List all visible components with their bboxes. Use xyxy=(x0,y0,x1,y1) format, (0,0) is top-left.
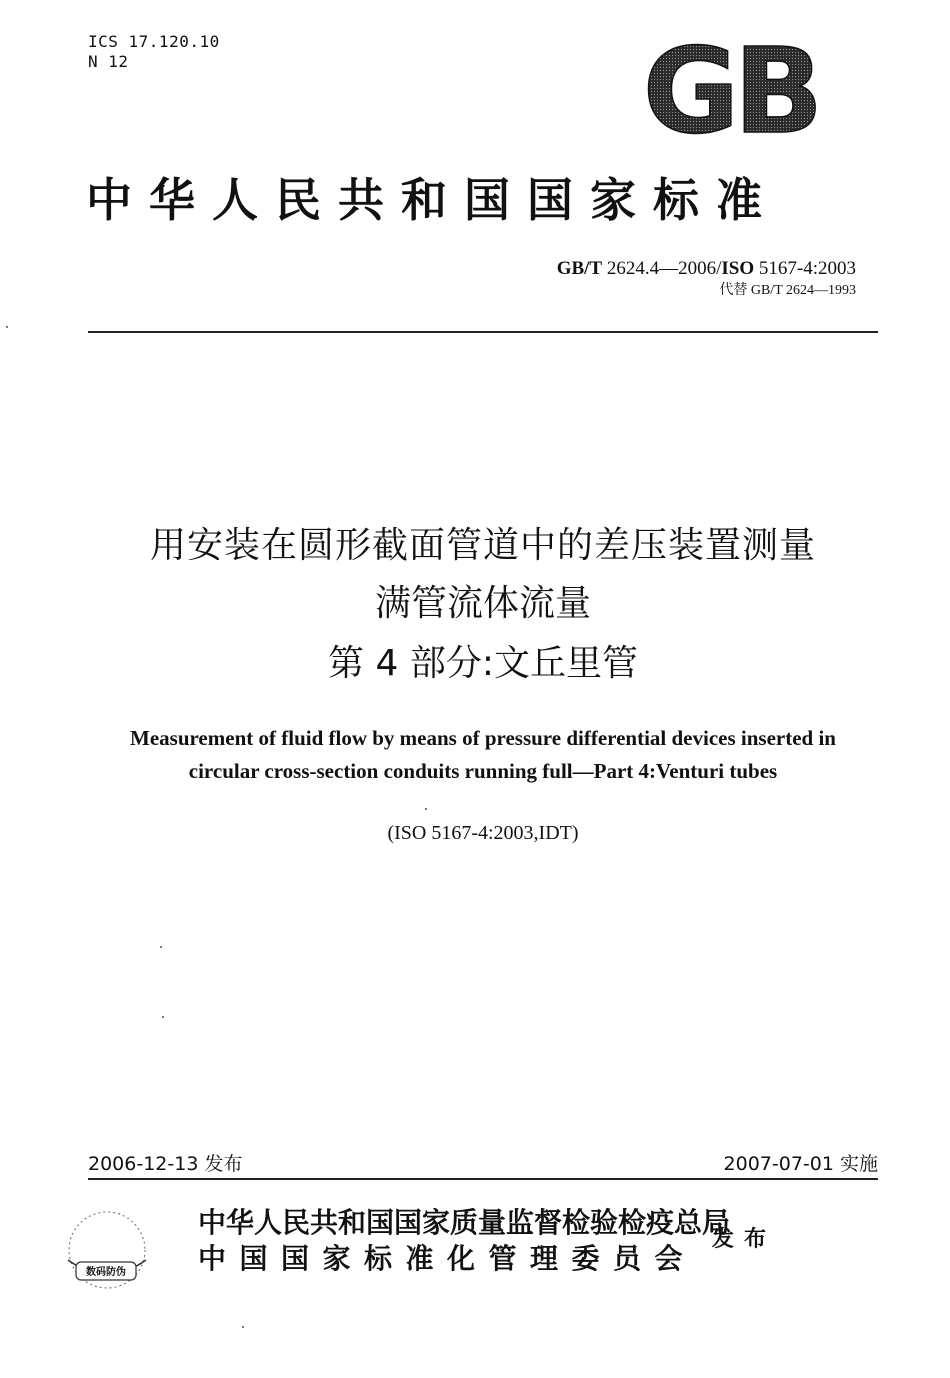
scan-speck xyxy=(425,808,427,810)
implementation-date: 2007-07-01 实施 xyxy=(723,1153,878,1175)
issue-date: 2006-12-13 发布 xyxy=(88,1153,243,1175)
svg-text:数码防伪: 数码防伪 xyxy=(86,1267,126,1278)
scan-speck xyxy=(242,1326,244,1328)
replaces-note: 代替 GB/T 2624—1993 xyxy=(719,283,856,298)
ccs-code: N 12 xyxy=(88,52,129,71)
standard-number-suffix: 5167-4:2003 xyxy=(754,258,856,279)
title-en-line1: Measurement of fluid flow by means of pressure differential devices inserted in xyxy=(130,726,836,750)
adoption-note: (ISO 5167-4:2003,IDT) xyxy=(387,822,579,844)
standard-number xyxy=(557,258,856,280)
standard-number-prefix: GB/T xyxy=(556,258,603,279)
issuer-aqsiq: 中华人民共和国国家质量监督检验检疫总局 xyxy=(198,1206,731,1239)
ics-code: ICS 17.120.10 xyxy=(88,32,220,51)
national-standard-title: 中华人民共和国国家标准 xyxy=(86,173,779,227)
scan-speck xyxy=(160,946,162,948)
scan-speck xyxy=(162,1016,164,1018)
title-cn-line2: 满管流体流量 xyxy=(374,583,591,624)
footer-divider xyxy=(88,1178,878,1180)
svg-text:GB: GB xyxy=(642,42,818,142)
title-en-line2: circular cross-section conduits running full—Part 4:Venturi tubes xyxy=(188,759,778,783)
ics-code-block xyxy=(88,32,220,72)
scan-speck xyxy=(6,326,8,328)
header-divider xyxy=(88,331,878,333)
standard-number-mid: 2624.4—2006/ xyxy=(602,258,722,279)
title-cn-line3: 第 4 部分:文丘里管 xyxy=(328,643,638,684)
anti-counterfeit-seal xyxy=(62,1208,152,1298)
issuer-sac: 中国国家标准化管理委员会 xyxy=(198,1242,697,1275)
standard-number-iso: ISO xyxy=(721,258,755,279)
gb-logo xyxy=(632,42,828,142)
publish-label: 发布 xyxy=(712,1227,777,1252)
title-cn-line1: 用安装在圆形截面管道中的差压装置测量 xyxy=(149,525,816,566)
